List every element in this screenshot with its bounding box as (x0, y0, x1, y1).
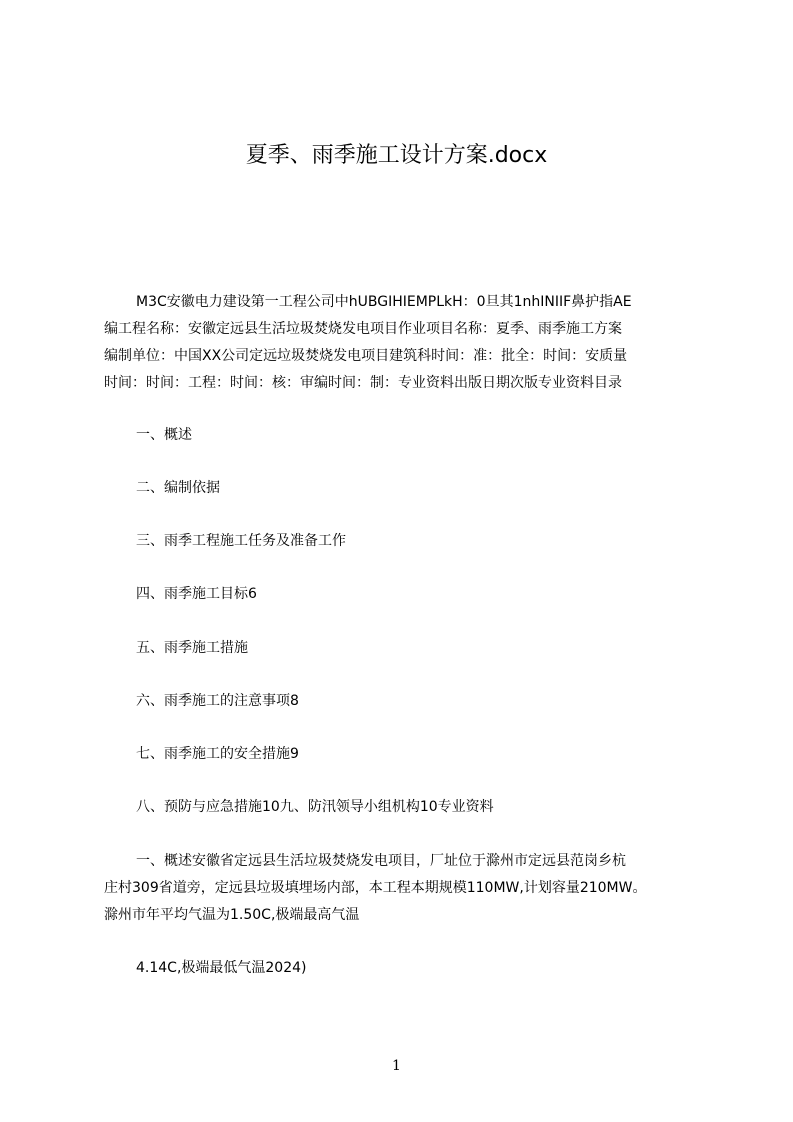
toc-item-basis: 二、编制依据 (136, 480, 220, 496)
header-line-3: 编制单位：中国XX公司定远垃圾焚烧发电项目建筑科时间：准：批全：时间：安质量 (104, 348, 628, 364)
toc-item-tasks: 三、雨季工程施工任务及准备工作 (136, 533, 346, 549)
toc-item-measures: 五、雨季施工措施 (136, 640, 248, 656)
overview-line-4: 4.14C,极端最低气温2024) (136, 960, 307, 976)
document-title: 夏季、雨季施工设计方案.docx (245, 143, 548, 168)
toc-item-notes: 六、雨季施工的注意事项8 (136, 693, 299, 709)
toc-item-safety: 七、雨季施工的安全措施9 (136, 746, 299, 762)
header-line-2: 编工程名称：安徽定远县生活垃圾焚烧发电项目作业项目名称：夏季、雨季施工方案 (104, 321, 622, 337)
toc-item-emergency: 八、预防与应急措施10九、防汛领导小组机构10专业资料 (136, 799, 494, 815)
overview-line-3: 滁州市年平均气温为1.50C,极端最高气温 (104, 907, 360, 923)
header-line-1: M3C安徽电力建设第一工程公司中hUBGIHIEMPLkH：0旦其1nhINIIF鼻护指AE (136, 294, 632, 310)
page-number: 1 (392, 1058, 401, 1074)
overview-line-2: 庄村309省道旁，定远县垃圾填埋场内部，本工程本期规模110MW,计划容量210MW。 (104, 880, 647, 896)
header-line-4: 时间：时间：工程：时间：核：审编时间：制：专业资料出版日期次版专业资料目录 (104, 375, 622, 391)
toc-item-goals: 四、雨季施工目标6 (136, 586, 257, 602)
toc-item-overview: 一、概述 (136, 427, 192, 443)
overview-line-1: 一、概述安徽省定远县生活垃圾焚烧发电项目，厂址位于滁州市定远县范岗乡杭 (136, 853, 626, 869)
